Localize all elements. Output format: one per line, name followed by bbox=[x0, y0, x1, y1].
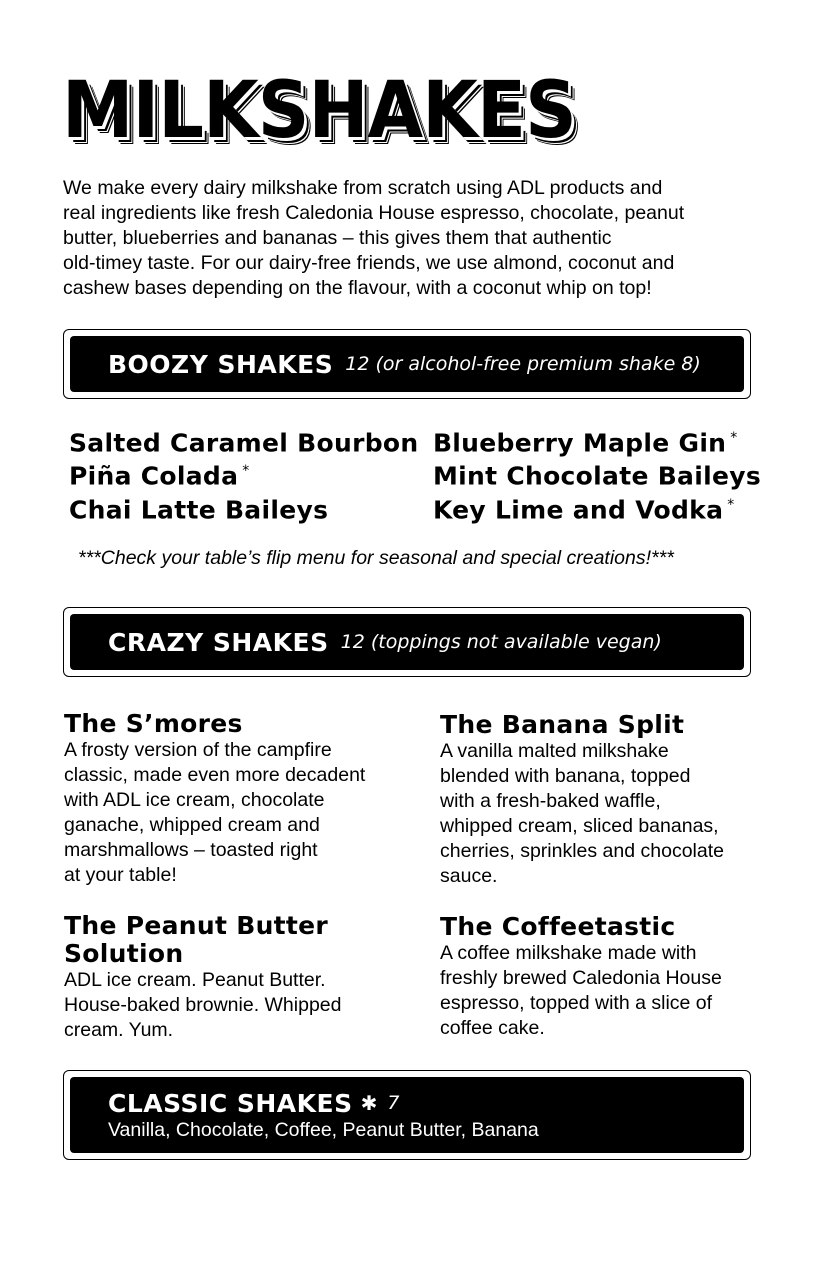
boozy-shakes-banner bbox=[63, 329, 751, 399]
shake-item-smores bbox=[64, 710, 404, 888]
shake-name: The Coffeetastic bbox=[440, 912, 676, 941]
list-item: Salted Caramel Bourbon bbox=[69, 428, 419, 458]
intro-paragraph: We make every dairy milkshake from scratch using ADL products and real ingredients like fresh Caledonia House espresso, chocolate, peanut butter, blueberries and bananas – this gives them that authentic old-timey taste. For our dairy-free friends, we use almond, coconut and cashew bases depending on the flavour, with a coconut whip on top! bbox=[63, 177, 685, 299]
seasonal-note: ***Check your table’s flip menu for seasonal and special creations!*** bbox=[78, 547, 674, 569]
classic-shakes-banner bbox=[63, 1070, 751, 1160]
shake-item-banana-split bbox=[440, 711, 780, 889]
boozy-shakes-list bbox=[69, 424, 765, 524]
shake-description: A coffee milkshake made with freshly brewed Caledonia House espresso, topped with a slice of coffee cake. bbox=[440, 942, 722, 1039]
shake-name: The S’mores bbox=[64, 709, 243, 738]
classic-flavours: Vanilla, Chocolate, Coffee, Peanut Butter, Banana bbox=[108, 1118, 539, 1141]
shake-item-coffeetastic bbox=[440, 913, 780, 1041]
boozy-shakes-price: 12 (or alcohol-free premium shake 8) bbox=[345, 353, 701, 375]
shake-name: The Banana Split bbox=[440, 710, 685, 739]
shake-description: A frosty version of the campfire classic, made even more decadent with ADL ice cream, chocolate ganache, whipped cream and marshmallows – toasted right at your table! bbox=[64, 739, 366, 886]
list-item: Key Lime and Vodka * bbox=[432, 494, 735, 524]
crazy-shakes-banner bbox=[63, 607, 751, 677]
asterisk-icon: ✱ bbox=[360, 1091, 378, 1115]
list-item: Blueberry Maple Gin * bbox=[432, 428, 738, 458]
list-item: Piña Colada * bbox=[69, 461, 250, 491]
page-title: MILKSHAKES bbox=[62, 66, 576, 156]
classic-shakes-title: CLASSIC SHAKES bbox=[108, 1088, 353, 1118]
boozy-list-left bbox=[69, 424, 433, 524]
shake-name: The Peanut Butter Solution bbox=[64, 911, 329, 968]
shake-item-peanut-butter bbox=[64, 912, 404, 1043]
boozy-list-right bbox=[433, 424, 765, 524]
classic-shakes-price: 7 bbox=[387, 1092, 400, 1114]
boozy-shakes-title: BOOZY SHAKES bbox=[108, 349, 334, 379]
shake-description: ADL ice cream. Peanut Butter. House-baked brownie. Whipped cream. Yum. bbox=[64, 969, 342, 1041]
crazy-shakes-price: 12 (toppings not available vegan) bbox=[340, 631, 662, 653]
crazy-shakes-title: CRAZY SHAKES bbox=[108, 627, 329, 657]
list-item: Mint Chocolate Baileys bbox=[432, 461, 761, 491]
list-item: Chai Latte Baileys bbox=[69, 494, 329, 524]
shake-description: A vanilla malted milkshake blended with banana, topped with a fresh-baked waffle, whipped cream, sliced bananas, cherries, sprinkles and chocolate sauce. bbox=[440, 740, 724, 887]
